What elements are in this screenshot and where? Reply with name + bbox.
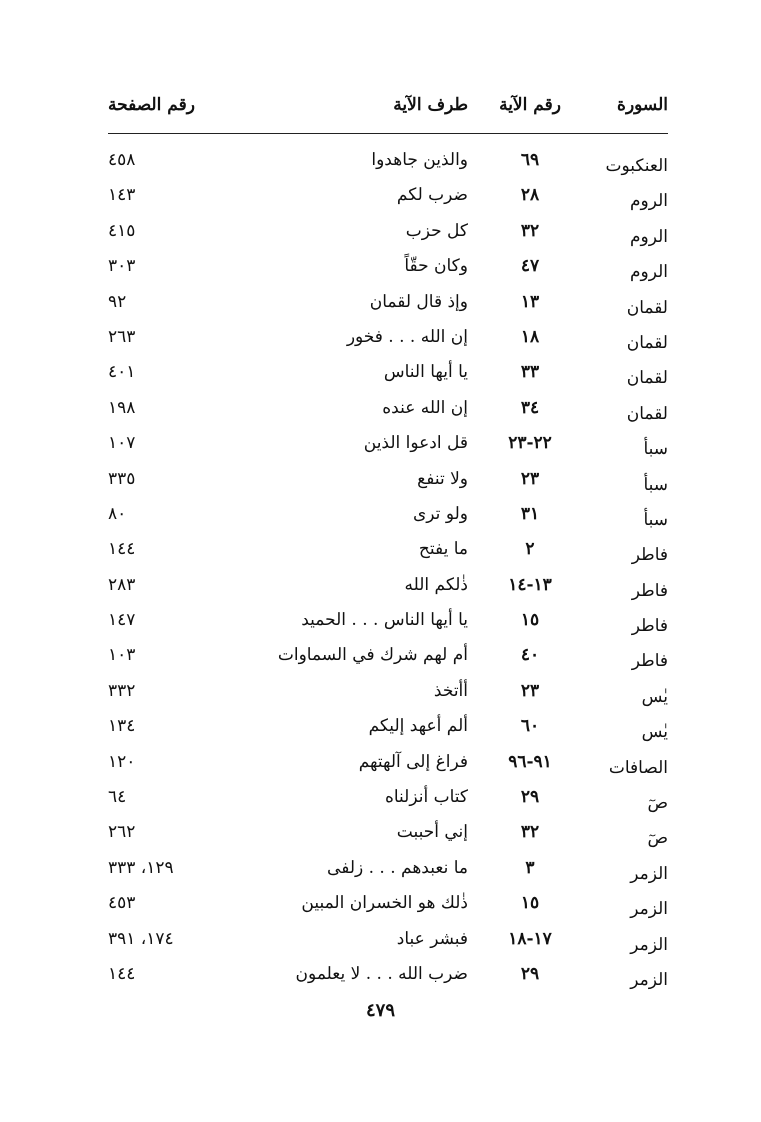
cell-surah: الزمر [630,934,668,955]
cell-ayah-start: يا أيها الناس [383,362,468,383]
table-row [108,957,668,992]
cell-page-number: ٦٤ [108,787,127,808]
table-row [108,568,668,603]
table-header [108,88,668,122]
cell-page-number: ٤٠١ [108,362,136,383]
cell-ayah-number: ٦٠ [520,716,540,737]
table-row [108,851,668,886]
cell-ayah-number: ٣٢ [520,220,540,241]
table-row [108,143,668,178]
cell-page-number: ١٠٣ [108,645,136,666]
cell-ayah-number: ٣٤ [520,397,540,418]
cell-page-number: ١٣٤ [108,716,136,737]
cell-page-number: ١٤٣ [108,185,136,206]
cell-ayah-number: ٢٨ [520,185,540,206]
cell-surah: صٓ [647,793,668,814]
cell-surah: الزمر [630,863,668,884]
cell-surah: فاطر [631,616,668,637]
cell-surah: لقمان [626,297,668,318]
cell-page-number: ١٧٤، ٣٩١ [108,928,174,949]
cell-ayah-number: ١٣-١٤ [508,574,552,595]
cell-surah: فاطر [631,545,668,566]
cell-page-number: ١٤٧ [108,610,136,631]
cell-surah: الزمر [630,969,668,990]
table-row [108,709,668,744]
cell-page-number: ٤٥٣ [108,893,136,914]
table-row [108,780,668,815]
header-divider [108,133,668,134]
table-row [108,462,668,497]
cell-ayah-start: أأتخذ [433,680,468,701]
cell-page-number: ٣٣٥ [108,468,136,489]
cell-ayah-start: فبشر عباد [396,928,468,949]
cell-surah: يٰس [641,722,668,743]
cell-surah: الروم [629,262,668,283]
cell-ayah-number: ٤٠ [520,645,540,666]
cell-ayah-start: ضرب الله . . . لا يعلمون [295,963,468,984]
header-page-number: رقم الصفحة [108,95,195,115]
cell-surah: لقمان [626,368,668,389]
cell-page-number: ١٢٠ [108,751,136,772]
cell-surah: سبأ [643,474,668,495]
cell-ayah-start: ذٰلك هو الخسران المبين [301,893,468,914]
cell-ayah-number: ١٣ [520,291,540,312]
cell-page-number: ١٠٧ [108,433,136,454]
table-row [108,886,668,921]
cell-ayah-start: ما يفتح [418,539,468,560]
cell-page-number: ٣٣٢ [108,680,136,701]
table-row [108,497,668,532]
cell-ayah-number: ٢ [525,539,535,560]
table-row [108,355,668,390]
cell-ayah-number: ٣ [525,857,535,878]
cell-ayah-start: كتاب أنزلناه [384,787,468,808]
cell-surah: لقمان [626,403,668,424]
cell-ayah-number: ١٧-١٨ [508,928,552,949]
cell-ayah-start: يا أيها الناس . . . الحميد [301,610,468,631]
cell-surah: فاطر [631,651,668,672]
cell-surah: يٰس [641,686,668,707]
table-row [108,815,668,850]
cell-ayah-number: ١٥ [520,893,540,914]
cell-page-number: ٤٥٨ [108,150,136,170]
cell-ayah-number: ٣٣ [520,362,540,383]
table-row [108,638,668,673]
table-row [108,285,668,320]
header-surah: السورة [617,95,668,115]
cell-ayah-number: ١٥ [520,610,540,631]
cell-ayah-number: ١٨ [520,326,540,347]
cell-ayah-number: ٩١-٩٦ [508,751,552,772]
table-row [108,214,668,249]
table-row [108,391,668,426]
cell-page-number: ٤١٥ [108,220,136,241]
cell-ayah-start: ما نعبدهم . . . زلفى [327,857,468,878]
cell-ayah-start: والذين جاهدوا [371,150,468,170]
cell-ayah-start: قل ادعوا الذين [363,433,468,454]
header-ayah-number: رقم الآية [499,95,561,115]
cell-ayah-start: إن الله . . . فخور [346,326,468,347]
cell-ayah-start: كل حزب [405,220,468,241]
cell-ayah-number: ٢٩ [520,787,540,808]
cell-ayah-number: ٢٢-٢٣ [508,433,552,454]
table-row [108,249,668,284]
cell-ayah-number: ٤٧ [520,256,540,277]
cell-ayah-start: وإذ قال لقمان [369,291,468,312]
cell-surah: صٓ [647,828,668,849]
cell-ayah-start: ألم أعهد إليكم [368,716,468,737]
cell-ayah-number: ٢٣ [520,680,540,701]
cell-ayah-number: ٣٢ [520,822,540,843]
cell-ayah-start: ضرب لكم [396,185,468,206]
table-row [108,532,668,567]
cell-ayah-number: ٢٣ [520,468,540,489]
cell-surah: العنكبوت [605,156,668,176]
cell-surah: الزمر [630,899,668,920]
cell-surah: الروم [629,191,668,212]
cell-surah: سبأ [643,509,668,530]
cell-surah: سبأ [643,439,668,460]
table-row [108,745,668,780]
cell-surah: فاطر [631,580,668,601]
cell-ayah-start: إني أحببت [396,822,468,843]
cell-page-number: ١٤٤ [108,539,136,560]
cell-ayah-number: ٣١ [520,503,540,524]
table-row [108,603,668,638]
cell-ayah-start: ولو ترى [413,503,468,524]
cell-page-number: ٨٠ [108,503,127,524]
cell-ayah-number: ٦٩ [520,150,540,170]
cell-surah: لقمان [626,332,668,353]
index-table [108,143,668,992]
cell-page-number: ٩٢ [108,291,127,312]
cell-page-number: ٣٠٣ [108,256,136,277]
footer-page-number: ٤٧٩ [365,1000,395,1021]
cell-ayah-start: إن الله عنده [382,397,468,418]
cell-ayah-start: ولا تنفع [417,468,468,489]
cell-page-number: ١٤٤ [108,963,136,984]
cell-ayah-start: أم لهم شرك في السماوات [277,645,468,666]
cell-page-number: ١٩٨ [108,397,136,418]
cell-surah: الروم [629,226,668,247]
cell-ayah-start: وكان حقّاً [404,256,468,277]
cell-page-number: ٢٦٢ [108,822,136,843]
cell-ayah-start: فراغ إلى آلهتهم [358,751,468,772]
cell-page-number: ٢٨٣ [108,574,136,595]
table-row [108,320,668,355]
cell-page-number: ٢٦٣ [108,326,136,347]
table-row [108,674,668,709]
cell-ayah-start: ذٰلكم الله [404,574,468,595]
cell-page-number: ١٢٩، ٣٣٣ [108,857,174,878]
table-row [108,178,668,213]
table-row [108,426,668,461]
table-row [108,922,668,957]
header-ayah-start: طرف الآية [393,95,468,115]
cell-surah: الصافات [608,757,668,778]
cell-ayah-number: ٢٩ [520,963,540,984]
